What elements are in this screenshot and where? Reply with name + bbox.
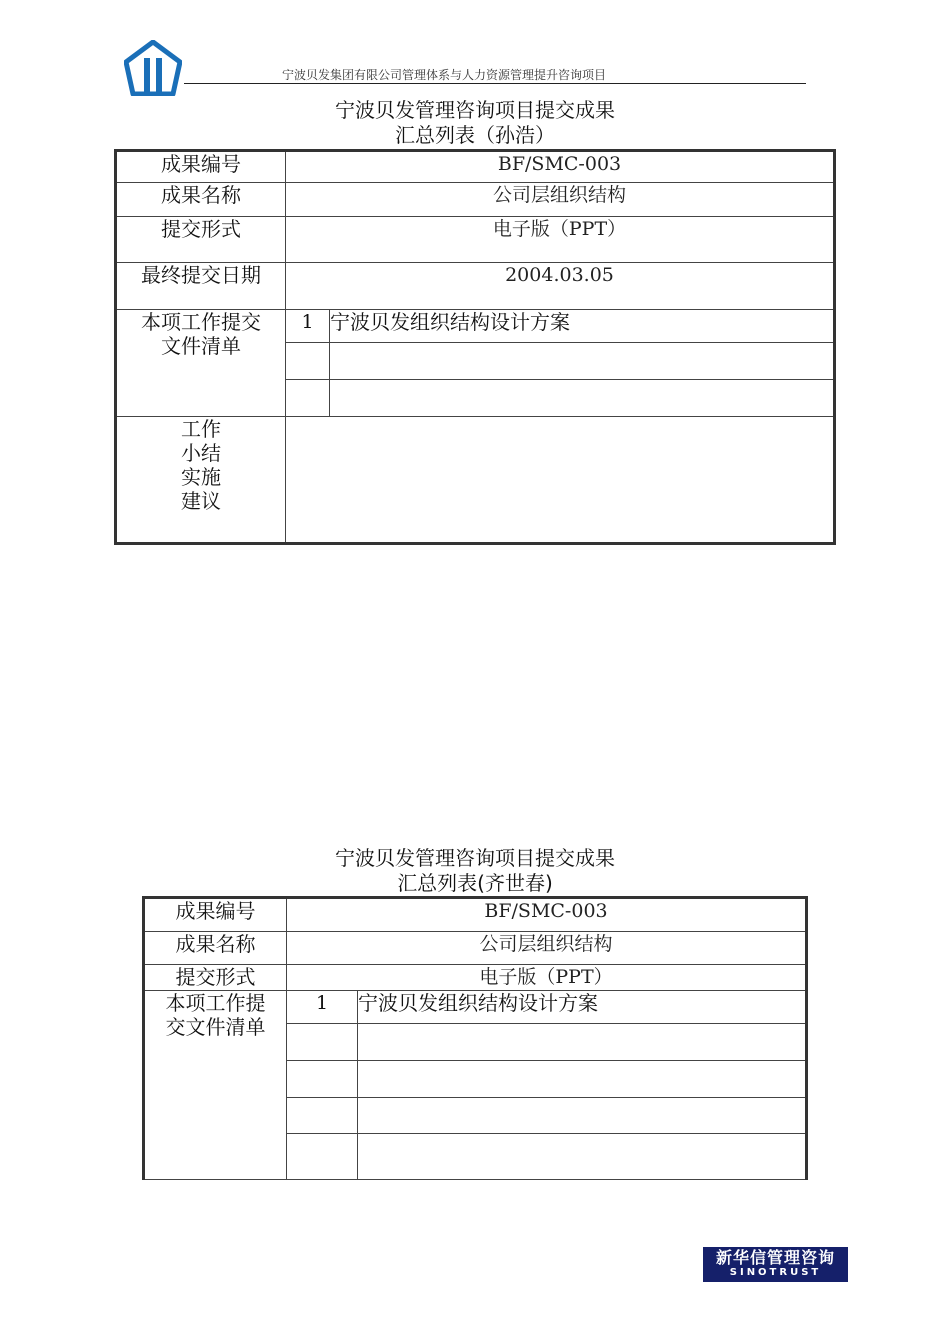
label-summary-line1: 工作 — [181, 417, 221, 441]
label-name: 成果名称 — [116, 183, 286, 217]
table-row — [116, 417, 835, 544]
summary-content — [286, 417, 835, 544]
label-summary-line2: 小结 — [181, 441, 221, 465]
label-files-line2: 文件清单 — [161, 334, 241, 358]
file-no — [287, 1061, 358, 1098]
label-summary-line4: 建议 — [181, 489, 221, 513]
file-no — [286, 343, 330, 380]
table-row — [144, 965, 807, 991]
label-files-line1: 本项工作提 — [165, 991, 266, 1015]
table-row — [116, 151, 835, 183]
file-no — [287, 1098, 358, 1134]
label-summary — [116, 417, 286, 544]
file-name: 宁波贝发组织结构设计方案 — [358, 991, 807, 1024]
label-files-line2: 交文件清单 — [165, 1015, 266, 1039]
table-row — [116, 263, 835, 310]
value-name: 公司层组织结构 — [287, 932, 807, 965]
value-deadline: 2004.03.05 — [286, 263, 835, 310]
value-format: 电子版（PPT） — [286, 217, 835, 263]
label-code: 成果编号 — [144, 898, 287, 932]
form2-table — [142, 896, 808, 1180]
file-no: 1 — [287, 991, 358, 1024]
header-divider — [184, 83, 806, 84]
header-company-line: 宁波贝发集团有限公司管理体系与人力资源管理提升咨询项目 — [282, 68, 607, 82]
company-logo — [124, 40, 182, 96]
footer-logo-cn: 新华信管理咨询 — [715, 1248, 835, 1267]
table-row — [144, 932, 807, 965]
file-name — [358, 1098, 807, 1134]
label-deadline: 最终提交日期 — [116, 263, 286, 310]
label-files-line1: 本项工作提交 — [141, 310, 261, 334]
label-format: 提交形式 — [116, 217, 286, 263]
table-row — [116, 310, 835, 343]
form1-table — [114, 149, 836, 545]
file-no — [287, 1024, 358, 1061]
file-name — [330, 380, 835, 417]
value-format: 电子版（PPT） — [287, 965, 807, 991]
label-code: 成果编号 — [116, 151, 286, 183]
table-row — [144, 898, 807, 932]
file-no — [286, 380, 330, 417]
form2-title-line1: 宁波贝发管理咨询项目提交成果 — [335, 846, 615, 870]
label-name: 成果名称 — [144, 932, 287, 965]
form1-title-line1: 宁波贝发管理咨询项目提交成果 — [335, 98, 615, 122]
table-row — [144, 991, 807, 1024]
table-row — [116, 183, 835, 217]
label-files — [144, 991, 287, 1180]
label-files — [116, 310, 286, 417]
value-name: 公司层组织结构 — [286, 183, 835, 217]
value-code: BF/SMC-003 — [287, 898, 807, 932]
label-summary-line3: 实施 — [181, 465, 221, 489]
file-name — [330, 343, 835, 380]
value-code: BF/SMC-003 — [286, 151, 835, 183]
file-no: 1 — [286, 310, 330, 343]
table-row — [116, 217, 835, 263]
file-name — [358, 1061, 807, 1098]
form1-title-line2: 汇总列表（孙浩） — [395, 123, 555, 147]
file-no — [287, 1134, 358, 1180]
file-name: 宁波贝发组织结构设计方案 — [330, 310, 835, 343]
file-name — [358, 1134, 807, 1180]
file-name — [358, 1024, 807, 1061]
footer-logo-en: SINOTRUST — [729, 1267, 822, 1278]
label-format: 提交形式 — [144, 965, 287, 991]
form2-title-line2: 汇总列表(齐世春) — [397, 871, 553, 895]
sinotrust-logo — [703, 1247, 848, 1282]
